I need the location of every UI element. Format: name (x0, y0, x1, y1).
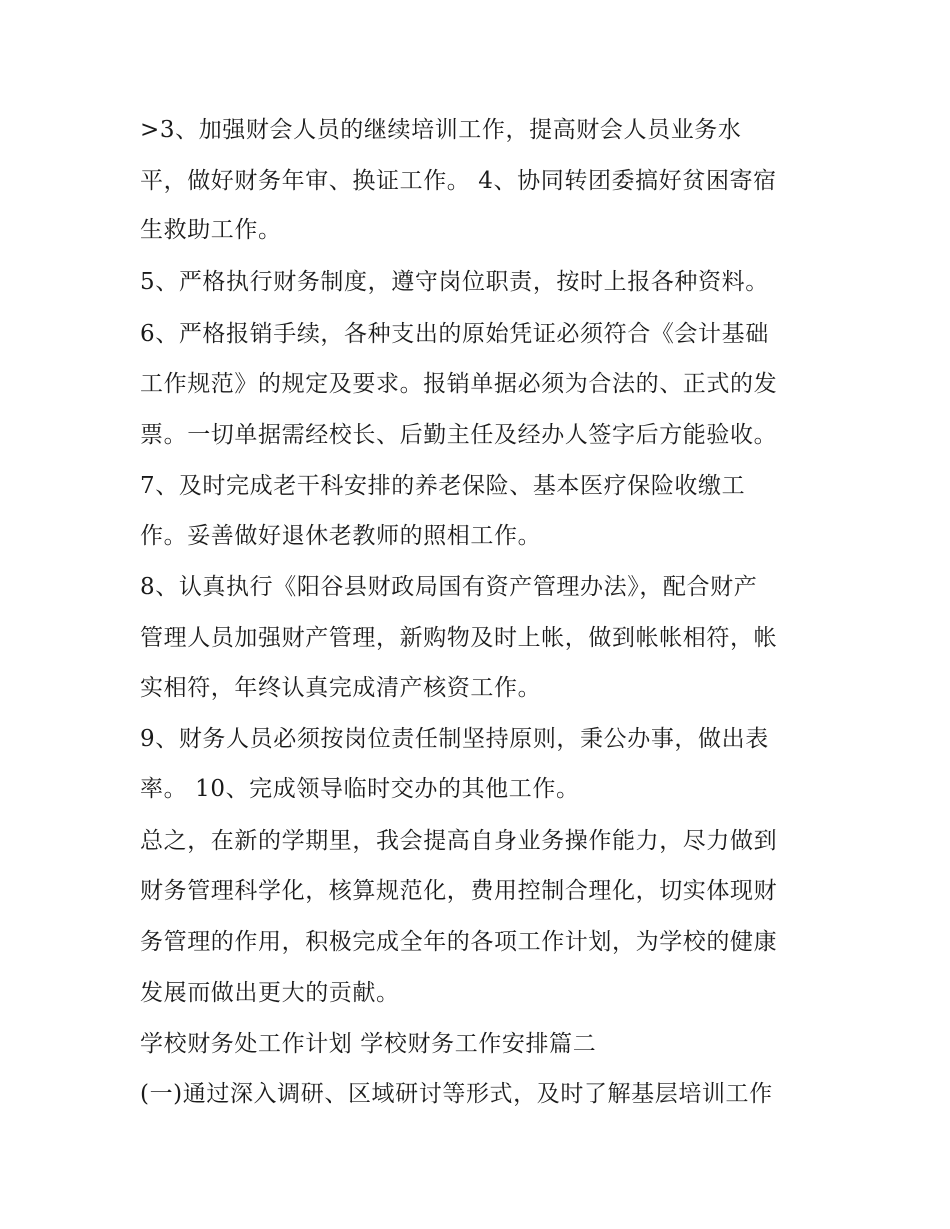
text-line-18: 发展而做出更大的贡献。 (140, 980, 400, 1006)
section-heading: 学校财务处工作计划 学校财务工作安排篇二 (140, 1031, 597, 1057)
text-line-16: 财务管理科学化，核算规范化，费用控制合理化，切实体现财 (140, 878, 778, 904)
text-line-13: 9、财务人员必须按岗位责任制坚持原则，秉公办事，做出表 (140, 726, 769, 752)
text-line-14: 率。 10、完成领导临时交办的其他工作。 (140, 776, 580, 802)
text-line-12: 实相符，年终认真完成清产核资工作。 (140, 675, 542, 701)
text-line-4: 5、严格执行财务制度，遵守岗位职责，按时上报各种资料。 (140, 269, 769, 295)
text-line-8: 7、及时完成老干科安排的养老保险、基本医疗保险收缴工 (140, 473, 746, 499)
text-line-11: 管理人员加强财产管理，新购物及时上帐，做到帐帐相符，帐 (140, 625, 778, 651)
text-line-17: 务管理的作用，积极完成全年的各项工作计划，为学校的健康 (140, 929, 778, 955)
text-line-3: 生救助工作。 (140, 217, 282, 243)
text-line-5: 6、严格报销手续，各种支出的原始凭证必须符合《会计基础 (140, 321, 769, 347)
text-line-20: (一)通过深入调研、区域研讨等形式，及时了解基层培训工作 (140, 1081, 773, 1107)
text-line-2: 平，做好财务年审、换证工作。 4、协同转团委搞好贫困寄宿 (140, 168, 777, 194)
text-line-7: 票。一切单据需经校长、后勤主任及经办人签字后方能验收。 (140, 422, 778, 448)
text-line-1: >3、加强财会人员的继续培训工作，提高财会人员业务水 (140, 117, 742, 143)
text-line-6: 工作规范》的规定及要求。报销单据必须为合法的、正式的发 (140, 371, 778, 397)
text-line-15: 总之，在新的学期里，我会提高自身业务操作能力，尽力做到 (140, 828, 778, 854)
text-line-10: 8、认真执行《阳谷县财政局国有资产管理办法》，配合财产 (140, 574, 758, 600)
text-line-9: 作。妥善做好退休老教师的照相工作。 (140, 523, 542, 549)
